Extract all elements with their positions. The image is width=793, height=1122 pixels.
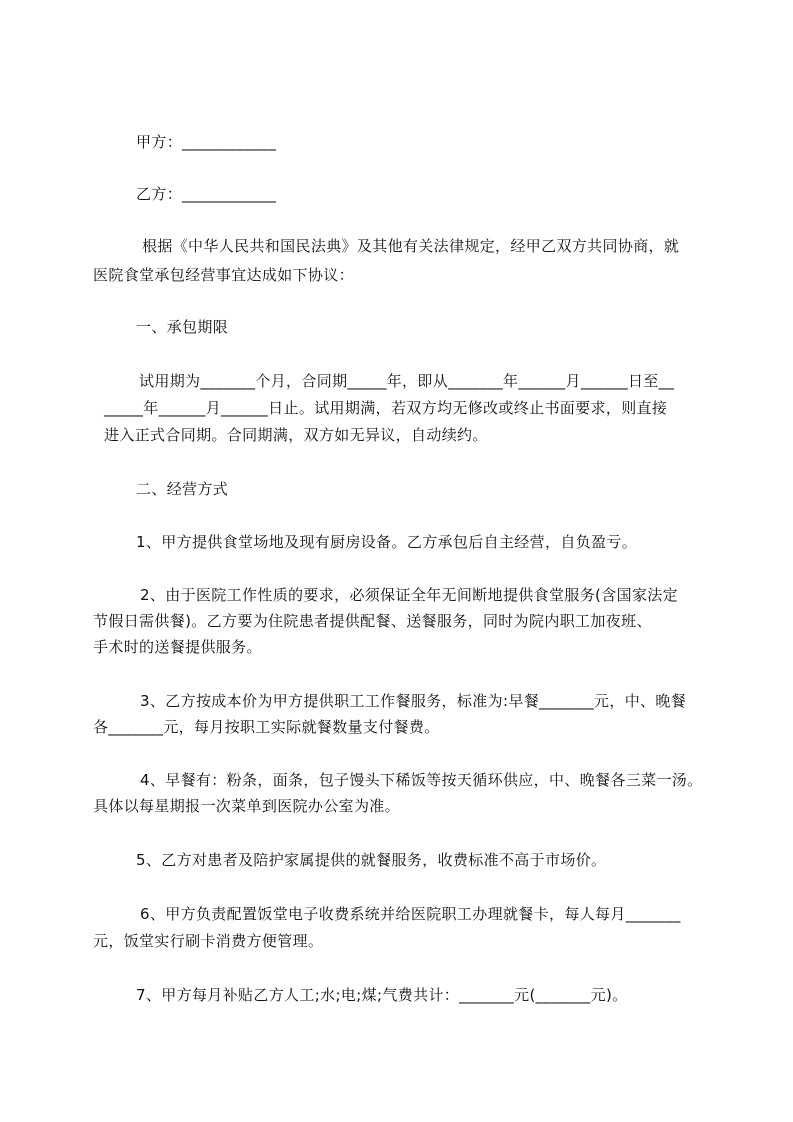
party-b-line xyxy=(0,183,793,205)
item3-line-1 xyxy=(0,690,793,712)
item1-text-1: 1、甲方提供食堂场地及现有厨房设备。乙方承包后自主经营，自负盈亏。 xyxy=(136,533,638,551)
section1-heading-line xyxy=(0,316,793,338)
item2-text-2: 节假日需供餐)。乙方要为住院患者提供配餐、送餐服务，同时为院内职工加夜班、 xyxy=(93,612,652,630)
item1-line-1 xyxy=(0,531,793,553)
item2-text-3: 手术时的送餐提供服务。 xyxy=(93,638,262,656)
intro-line-2 xyxy=(0,264,793,286)
item2-text-1: 2、由于医院工作性质的要求，必须保证全年无间断地提供食堂服务(含国家法定 xyxy=(140,586,678,604)
party-a-line xyxy=(0,131,793,153)
item5-line-1 xyxy=(0,849,793,871)
item6-text-1: 6、甲方负责配置饭堂电子收费系统并给医院职工办理就餐卡，每人每月_______ xyxy=(140,905,681,923)
section2-heading: 二、经营方式 xyxy=(136,480,229,498)
item4-text-2: 具体以每星期报一次菜单到医院办公室为准。 xyxy=(93,797,401,815)
item2-line-3 xyxy=(0,636,793,658)
section1-para-line-1 xyxy=(0,370,793,392)
item5-text-1: 5、乙方对患者及陪护家属提供的就餐服务，收费标准不高于市场价。 xyxy=(136,851,607,869)
item6-line-2 xyxy=(0,930,793,952)
item3-text-2: 各_______元，每月按职工实际就餐数量支付餐费。 xyxy=(93,718,440,736)
section1-para-text-1: 试用期为_______个月，合同期_____年，即从_______年______月______日至__ xyxy=(139,372,675,390)
party-a-text: 甲方：____________ xyxy=(136,133,277,151)
section1-para-text-3: 进入正式合同期。合同期满，双方如无异议，自动续约。 xyxy=(104,426,488,444)
intro-text-1: 根据《中华人民共和国民法典》及其他有关法律规定，经甲乙双方共同协商，就 xyxy=(142,237,680,255)
item3-text-1: 3、乙方按成本价为甲方提供职工工作餐服务，标准为:早餐_______元，中、晚餐 xyxy=(140,692,687,710)
section1-para-line-2 xyxy=(0,397,793,419)
intro-line-1 xyxy=(0,235,793,257)
item6-line-1 xyxy=(0,903,793,925)
intro-text-2: 医院食堂承包经营事宜达成如下协议： xyxy=(93,266,354,284)
item7-line-1 xyxy=(0,984,793,1006)
item7-text-1: 7、甲方每月补贴乙方人工;水;电;煤;气费共计：_______元(_______元)。 xyxy=(136,986,628,1004)
section1-heading: 一、承包期限 xyxy=(136,318,229,336)
party-b-text: 乙方：____________ xyxy=(136,185,277,203)
section2-heading-line xyxy=(0,478,793,500)
item2-line-2 xyxy=(0,610,793,632)
section1-para-text-2: _____年______月______日止。试用期满，若双方均无修改或终止书面要求，则直接 xyxy=(104,399,668,417)
item2-line-1 xyxy=(0,584,793,606)
item4-text-1: 4、早餐有：粉条，面条，包子馒头下稀饭等按天循环供应，中、晚餐各三菜一汤。 xyxy=(140,771,703,789)
item4-line-2 xyxy=(0,795,793,817)
item4-line-1 xyxy=(0,769,793,791)
item3-line-2 xyxy=(0,716,793,738)
item6-text-2: 元，饭堂实行刷卡消费方便管理。 xyxy=(93,932,324,950)
section1-para-line-3 xyxy=(0,424,793,446)
